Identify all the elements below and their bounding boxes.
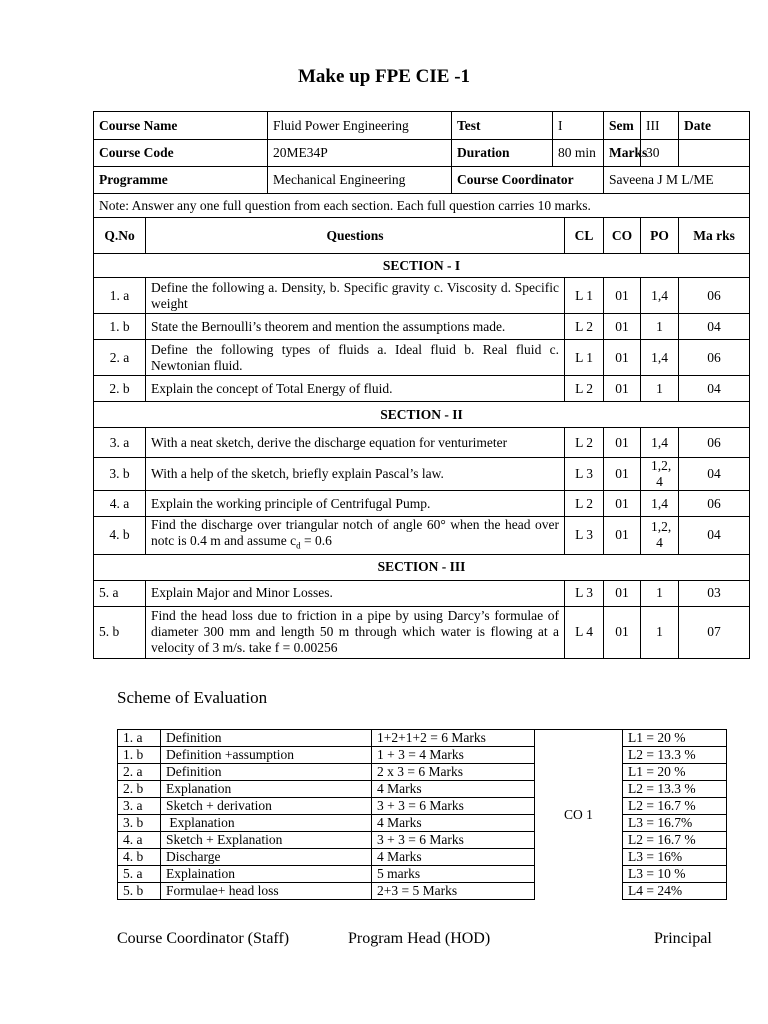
question-cl: L 3 xyxy=(565,458,604,491)
question-text-main: Find the discharge over triangular notch of angle 60° when the head over notc is 0.4 m and assume c xyxy=(151,517,560,548)
scheme-marks: 4 Marks xyxy=(372,849,535,866)
question-text: Explain the concept of Total Energy of fluid. xyxy=(146,376,565,402)
scheme-q: 2. a xyxy=(118,764,161,781)
question-co: 01 xyxy=(604,376,641,402)
scheme-q: 3. b xyxy=(118,815,161,832)
section-row xyxy=(94,254,750,278)
scheme-q: 5. b xyxy=(118,883,161,900)
question-row xyxy=(94,340,750,376)
section-row xyxy=(94,402,750,428)
question-row xyxy=(94,314,750,340)
course-name-value: Fluid Power Engineering xyxy=(268,112,452,140)
question-marks: 04 xyxy=(679,517,750,555)
scheme-level: L2 = 13.3 % xyxy=(623,781,727,798)
scheme-desc: Explaination xyxy=(161,866,372,883)
scheme-desc: Discharge xyxy=(161,849,372,866)
scheme-q: 4. b xyxy=(118,849,161,866)
question-row xyxy=(94,491,750,517)
question-po: 1,2, 4 xyxy=(641,517,679,555)
question-text: State the Bernoulli’s theorem and mention the assumptions made. xyxy=(146,314,565,340)
scheme-row xyxy=(118,764,727,781)
question-paper-table xyxy=(93,111,750,659)
scheme-desc: Explanation xyxy=(161,781,372,798)
sem-value: III xyxy=(641,112,679,140)
question-po: 1 xyxy=(641,376,679,402)
question-number: 2. b xyxy=(94,376,146,402)
scheme-desc: Explanation xyxy=(161,815,372,832)
question-cl: L 3 xyxy=(565,517,604,555)
question-marks: 04 xyxy=(679,458,750,491)
scheme-co: CO 1 xyxy=(535,730,623,900)
question-po: 1,4 xyxy=(641,278,679,314)
scheme-table xyxy=(117,729,727,900)
question-number: 3. b xyxy=(94,458,146,491)
question-number: 5. b xyxy=(94,606,146,658)
question-text: Explain the working principle of Centrifugal Pump. xyxy=(146,491,565,517)
question-po: 1,4 xyxy=(641,491,679,517)
question-text: Find the head loss due to friction in a pipe by using Darcy’s formulae of diameter 300 mm and length 50 m through which water is flowing at a velocity of 3 m/s. take f = 0.00256 xyxy=(146,606,565,658)
question-row xyxy=(94,606,750,658)
scheme-desc: Formulae+ head loss xyxy=(161,883,372,900)
scheme-marks: 3 + 3 = 6 Marks xyxy=(372,832,535,849)
question-row xyxy=(94,428,750,458)
scheme-row xyxy=(118,815,727,832)
question-cl: L 1 xyxy=(565,340,604,376)
question-marks: 06 xyxy=(679,491,750,517)
question-row xyxy=(94,580,750,606)
header-row-2 xyxy=(94,140,750,167)
question-po: 1,4 xyxy=(641,340,679,376)
question-text: With a help of the sketch, briefly explain Pascal’s law. xyxy=(146,458,565,491)
duration-label: Duration xyxy=(452,140,553,167)
scheme-row xyxy=(118,849,727,866)
scheme-level: L4 = 24% xyxy=(623,883,727,900)
note-row xyxy=(94,194,750,218)
header-row-3 xyxy=(94,167,750,194)
question-co: 01 xyxy=(604,491,641,517)
question-cl: L 2 xyxy=(565,376,604,402)
question-po: 1 xyxy=(641,314,679,340)
scheme-desc: Sketch + derivation xyxy=(161,798,372,815)
scheme-row xyxy=(118,883,727,900)
question-po: 1 xyxy=(641,580,679,606)
scheme-row xyxy=(118,747,727,764)
question-number: 4. a xyxy=(94,491,146,517)
duration-value: 80 min xyxy=(553,140,604,167)
programme-value: Mechanical Engineering xyxy=(268,167,452,194)
programme-label: Programme xyxy=(94,167,268,194)
scheme-level: L3 = 16% xyxy=(623,849,727,866)
question-marks: 06 xyxy=(679,340,750,376)
scheme-marks: 2+3 = 5 Marks xyxy=(372,883,535,900)
question-text-subscript: d xyxy=(296,540,301,551)
marks-value: 30 xyxy=(641,140,679,167)
scheme-q: 4. a xyxy=(118,832,161,849)
question-co: 01 xyxy=(604,428,641,458)
scheme-marks: 5 marks xyxy=(372,866,535,883)
question-marks: 06 xyxy=(679,428,750,458)
question-row xyxy=(94,376,750,402)
question-text: Explain Major and Minor Losses. xyxy=(146,580,565,606)
question-row xyxy=(94,517,750,555)
col-marks: Ma rks xyxy=(679,218,750,254)
course-name-label: Course Name xyxy=(94,112,268,140)
col-qno: Q.No xyxy=(94,218,146,254)
scheme-level: L1 = 20 % xyxy=(623,730,727,747)
section-row xyxy=(94,554,750,580)
col-po: PO xyxy=(641,218,679,254)
scheme-q: 1. b xyxy=(118,747,161,764)
date-value xyxy=(679,140,750,167)
question-marks: 04 xyxy=(679,314,750,340)
question-cl: L 2 xyxy=(565,314,604,340)
question-marks: 07 xyxy=(679,606,750,658)
scheme-title: Scheme of Evaluation xyxy=(117,688,268,707)
question-number: 5. a xyxy=(94,580,146,606)
col-co: CO xyxy=(604,218,641,254)
scheme-q: 1. a xyxy=(118,730,161,747)
col-questions: Questions xyxy=(146,218,565,254)
scheme-marks: 3 + 3 = 6 Marks xyxy=(372,798,535,815)
question-cl: L 1 xyxy=(565,278,604,314)
coordinator-value: Saveena J M L/ME xyxy=(604,167,750,194)
question-po: 1,4 xyxy=(641,428,679,458)
question-text xyxy=(146,517,565,555)
question-co: 01 xyxy=(604,606,641,658)
question-po: 1,2, 4 xyxy=(641,458,679,491)
scheme-marks: 2 x 3 = 6 Marks xyxy=(372,764,535,781)
scheme-level: L3 = 10 % xyxy=(623,866,727,883)
question-number: 4. b xyxy=(94,517,146,555)
question-marks: 04 xyxy=(679,376,750,402)
date-label: Date xyxy=(679,112,750,140)
question-number: 2. a xyxy=(94,340,146,376)
section-title: SECTION - I xyxy=(94,254,750,278)
question-co: 01 xyxy=(604,314,641,340)
scheme-level: L1 = 20 % xyxy=(623,764,727,781)
question-co: 01 xyxy=(604,458,641,491)
scheme-level: L2 = 16.7 % xyxy=(623,832,727,849)
question-text-tail: = 0.6 xyxy=(300,533,332,548)
scheme-desc: Definition +assumption xyxy=(161,747,372,764)
question-cl: L 4 xyxy=(565,606,604,658)
scheme-row xyxy=(118,798,727,815)
scheme-row xyxy=(118,730,727,747)
scheme-marks: 4 Marks xyxy=(372,781,535,798)
scheme-desc: Definition xyxy=(161,730,372,747)
section-title: SECTION - III xyxy=(94,554,750,580)
scheme-level: L2 = 13.3 % xyxy=(623,747,727,764)
question-marks: 06 xyxy=(679,278,750,314)
question-row xyxy=(94,458,750,491)
signature-principal: Principal xyxy=(654,930,712,947)
scheme-level: L3 = 16.7% xyxy=(623,815,727,832)
signature-hod: Program Head (HOD) xyxy=(348,930,491,947)
scheme-row xyxy=(118,866,727,883)
course-code-value: 20ME34P xyxy=(268,140,452,167)
question-text: Define the following a. Density, b. Specific gravity c. Viscosity d. Specific weight xyxy=(146,278,565,314)
coordinator-label: Course Coordinator xyxy=(452,167,604,194)
scheme-level: L2 = 16.7 % xyxy=(623,798,727,815)
scheme-q: 2. b xyxy=(118,781,161,798)
question-co: 01 xyxy=(604,278,641,314)
question-po: 1 xyxy=(641,606,679,658)
scheme-row xyxy=(118,832,727,849)
question-number: 1. a xyxy=(94,278,146,314)
question-row xyxy=(94,278,750,314)
scheme-q: 3. a xyxy=(118,798,161,815)
question-text: Define the following types of fluids a. Ideal fluid b. Real fluid c. Newtonian fluid. xyxy=(146,340,565,376)
question-cl: L 2 xyxy=(565,428,604,458)
question-co: 01 xyxy=(604,340,641,376)
header-row-1 xyxy=(94,112,750,140)
course-code-label: Course Code xyxy=(94,140,268,167)
question-co: 01 xyxy=(604,580,641,606)
test-label: Test xyxy=(452,112,553,140)
section-title: SECTION - II xyxy=(94,402,750,428)
page-title: Make up FPE CIE -1 xyxy=(297,66,471,87)
scheme-row xyxy=(118,781,727,798)
question-number: 3. a xyxy=(94,428,146,458)
note: Note: Answer any one full question from each section. Each full question carries 10 marks. xyxy=(94,194,750,218)
question-cl: L 3 xyxy=(565,580,604,606)
question-number: 1. b xyxy=(94,314,146,340)
question-marks: 03 xyxy=(679,580,750,606)
scheme-q: 5. a xyxy=(118,866,161,883)
col-cl: CL xyxy=(565,218,604,254)
marks-label: Marks xyxy=(604,140,641,167)
column-header-row xyxy=(94,218,750,254)
scheme-marks: 1+2+1+2 = 6 Marks xyxy=(372,730,535,747)
scheme-marks: 1 + 3 = 4 Marks xyxy=(372,747,535,764)
question-co: 01 xyxy=(604,517,641,555)
sem-label: Sem xyxy=(604,112,641,140)
signature-coordinator: Course Coordinator (Staff) xyxy=(117,930,290,947)
question-text: With a neat sketch, derive the discharge equation for venturimeter xyxy=(146,428,565,458)
scheme-desc: Sketch + Explanation xyxy=(161,832,372,849)
scheme-marks: 4 Marks xyxy=(372,815,535,832)
question-cl: L 2 xyxy=(565,491,604,517)
scheme-desc: Definition xyxy=(161,764,372,781)
test-value: I xyxy=(553,112,604,140)
